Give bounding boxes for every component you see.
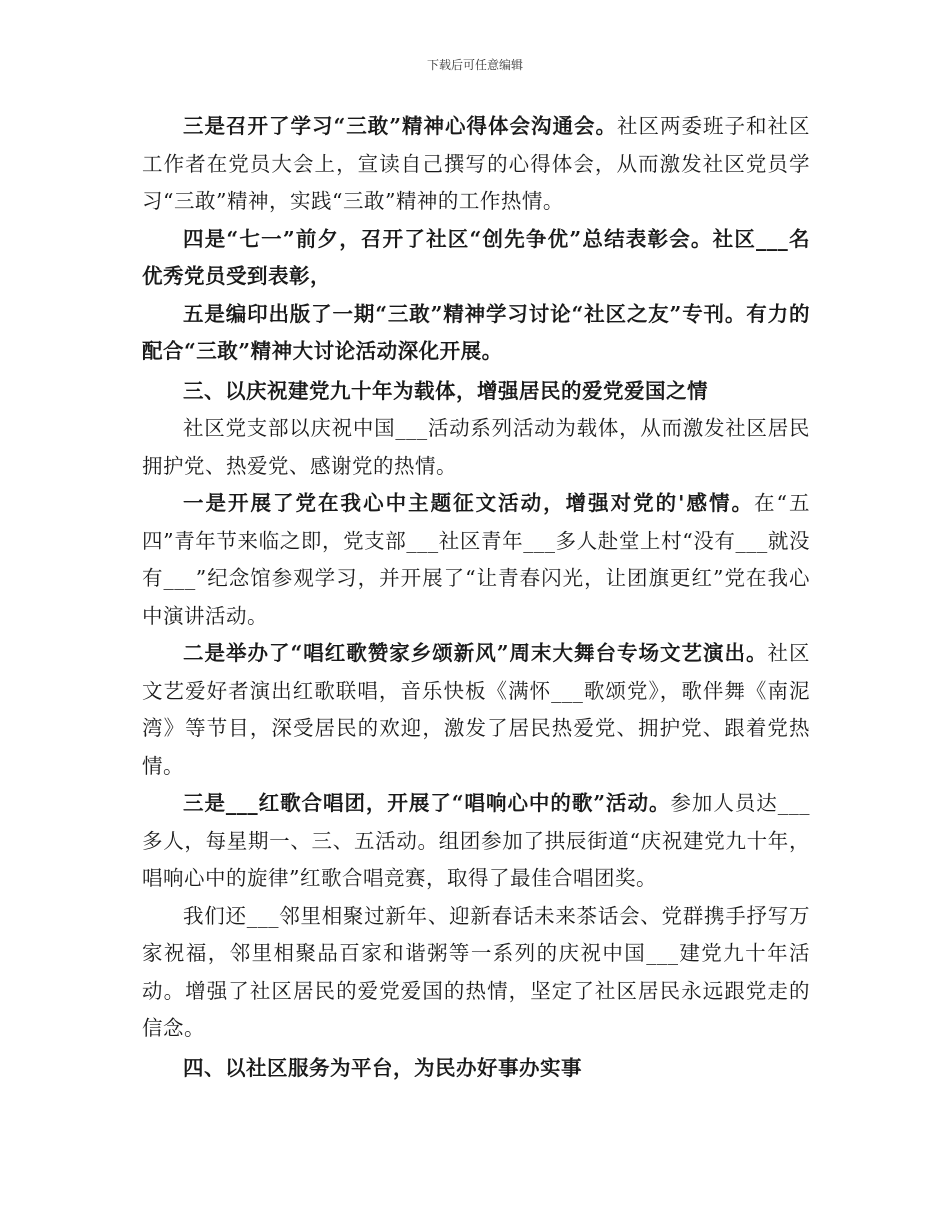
paragraph-celebrations xyxy=(142,898,810,1048)
section-heading-text: 三、以庆祝建党九十年为载体，增强居民的爱党爱国之情 xyxy=(183,378,708,403)
paragraph-lead: 三是___红歌合唱团，开展了“唱响心中的歌”活动。 xyxy=(183,791,671,815)
paragraph-body: 社区党支部以庆祝中国___活动系列活动为载体，从而激发社区居民拥护党、热爱党、感谢党的热情。 xyxy=(142,416,810,478)
paragraph-essay-activity xyxy=(142,485,810,635)
paragraph-section3-intro xyxy=(142,410,810,485)
paragraph-choir xyxy=(142,785,810,898)
paragraph-stage-performance xyxy=(142,635,810,785)
paragraph-body: 社区两委班子和社区工作者在党员大会上，宣读自己撰写的心得体会，从而激发社区党员学习“三敢”精神，实践“三敢”精神的工作热情。 xyxy=(142,114,810,213)
page-header: 下载后可任意编辑 xyxy=(426,58,523,72)
paragraph-body: 我们还___邻里相聚过新年、迎新春话未来茶话会、党群携手抒写万家祝福，邻里相聚品百家和谐粥等一系列的庆祝中国___建党九十年活动。增强了社区居民的爱党爱国的热情，坚定了社区居民永远跟党走的信念。 xyxy=(142,903,810,1040)
document-body xyxy=(142,108,810,1087)
section-heading-4 xyxy=(142,1050,810,1088)
paragraph-body: 参加人员达___多人，每星期一、三、五活动。组团参加了拱辰街道“庆祝建党九十年，唱响心中的旋律”红歌合唱竞赛，取得了最佳合唱团奖。 xyxy=(142,791,810,890)
paragraph-lead: 二是举办了“唱红歌赞家乡颂新风”周末大舞台专场文艺演出。 xyxy=(183,641,768,665)
paragraph-3-meeting xyxy=(142,108,810,221)
section-heading-text: 四、以社区服务为平台，为民办好事办实事 xyxy=(183,1055,582,1080)
paragraph-lead: 四是“七一”前夕，召开了社区“创先争优”总结表彰会。社区___名优秀党员受到表彰， xyxy=(142,226,810,288)
paragraph-lead: 五是编印出版了一期“三敢”精神学习讨论“社区之友”专刊。有力的配合“三敢”精神大讨论活动深化开展。 xyxy=(142,301,810,363)
paragraph-lead: 三是召开了学习“三敢”精神心得体会沟通会。 xyxy=(183,114,618,138)
paragraph-body: 社区文艺爱好者演出红歌联唱，音乐快板《满怀___歌颂党》，歌伴舞《南泥湾》等节目，深受居民的欢迎，激发了居民热爱党、拥护党、跟着党热情。 xyxy=(142,641,810,778)
paragraph-body: 在“五四”青年节来临之即，党支部___社区青年___多人赴堂上村“没有___就没有___”纪念馆参观学习，并开展了“让青春闪光，让团旗更红”党在我心中演讲活动。 xyxy=(142,491,810,628)
section-heading-3 xyxy=(142,373,810,411)
paragraph-5-publication xyxy=(142,296,810,371)
paragraph-4-commendation xyxy=(142,221,810,296)
paragraph-lead: 一是开展了党在我心中主题征文活动，增强对党的'感情。 xyxy=(183,491,754,515)
